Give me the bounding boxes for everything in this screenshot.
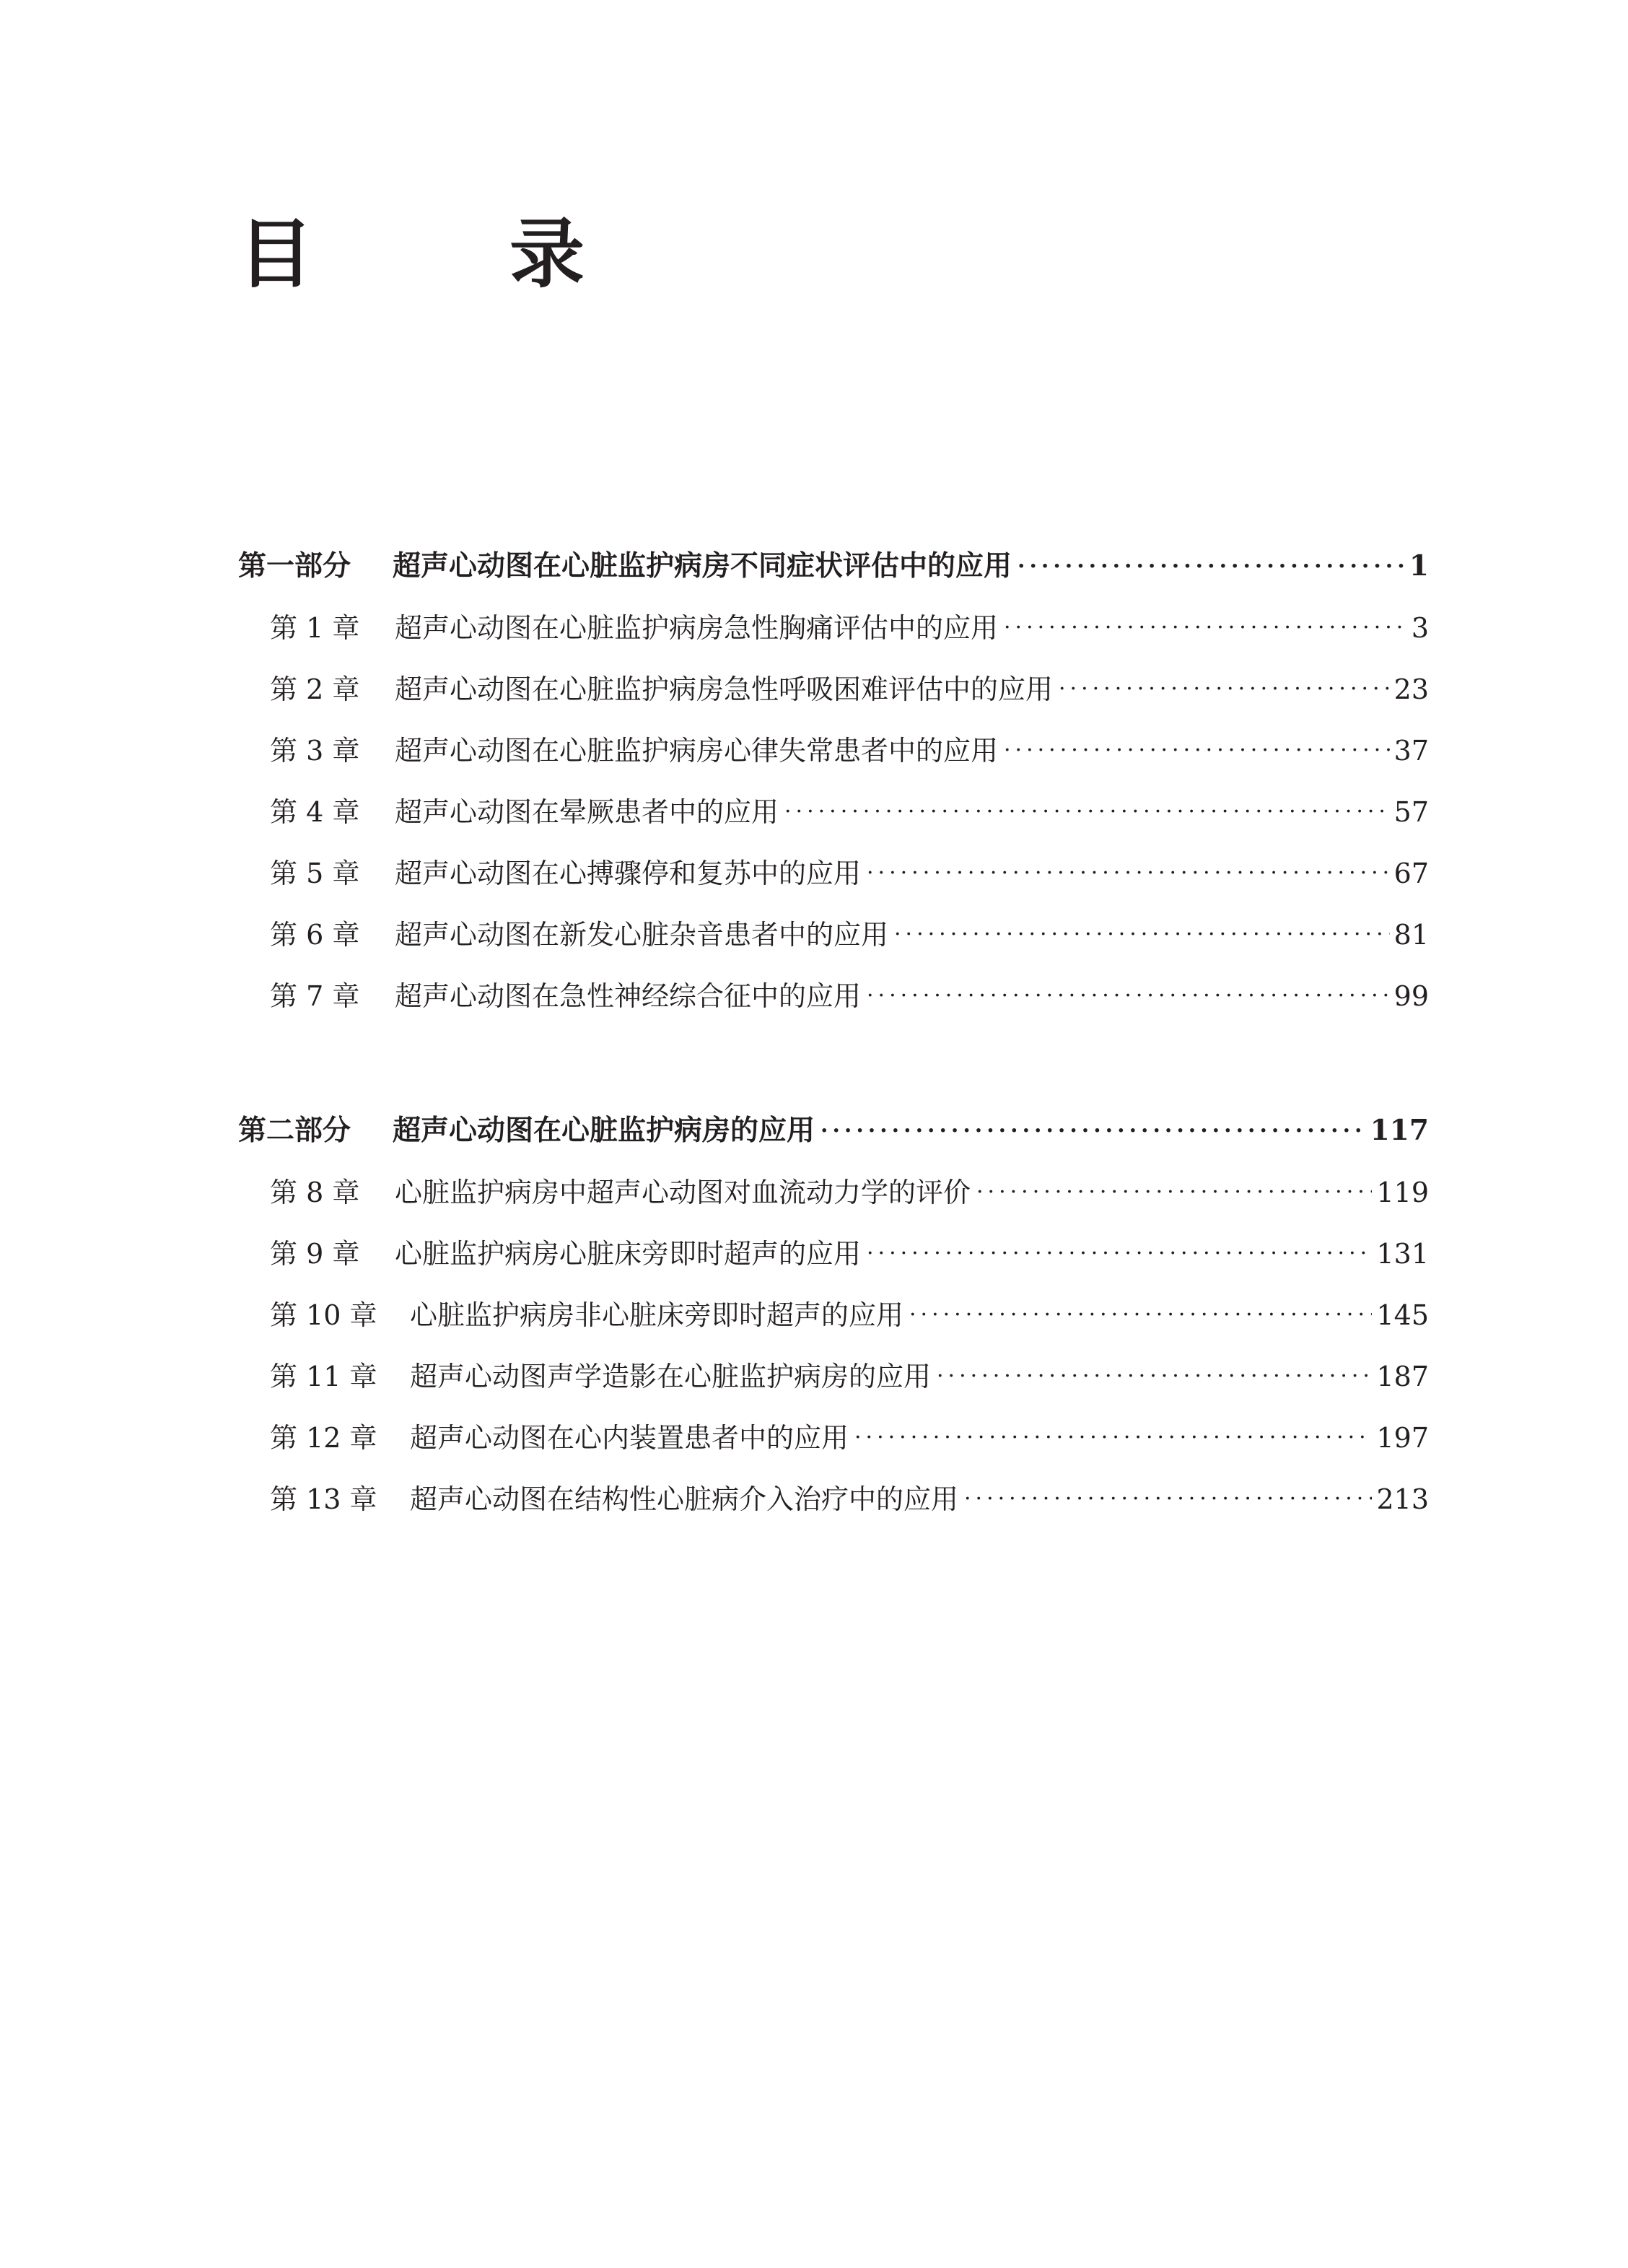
dot-leader	[867, 861, 1390, 886]
chapter-title: 超声心动图在心脏监护病房急性胸痛评估中的应用	[395, 611, 999, 644]
chapter-title: 超声心动图在心内装置患者中的应用	[410, 1421, 849, 1454]
toc-chapter-entry[interactable]	[238, 842, 1429, 904]
page-number: 119	[1376, 1176, 1429, 1208]
page-number: 117	[1370, 1114, 1429, 1147]
page-number: 99	[1393, 980, 1429, 1012]
toc-chapter-entry[interactable]	[238, 1345, 1429, 1407]
part-label: 第一部分	[238, 550, 351, 583]
dot-leader	[1017, 554, 1405, 579]
chapter-label: 第 8 章	[270, 1176, 360, 1208]
dot-leader	[1004, 616, 1407, 640]
dot-leader	[909, 1303, 1372, 1327]
toc-chapter-entry[interactable]	[238, 658, 1429, 720]
chapter-title: 心脏监护病房中超声心动图对血流动力学的评价	[395, 1176, 971, 1208]
dot-leader	[820, 1119, 1366, 1143]
toc-chapter-entry[interactable]	[238, 1223, 1429, 1284]
page-number: 37	[1393, 734, 1429, 767]
chapter-label: 第 13 章	[270, 1483, 377, 1515]
chapter-title: 超声心动图在心搏骤停和复苏中的应用	[395, 857, 862, 889]
dot-leader	[867, 984, 1390, 1008]
toc-part-2	[238, 1100, 1429, 1530]
part-title: 超声心动图在心脏监护病房的应用	[393, 1115, 815, 1147]
toc-chapter-entry[interactable]	[238, 720, 1429, 781]
chapter-label: 第 7 章	[270, 980, 360, 1012]
toc-chapter-entry[interactable]	[238, 1407, 1429, 1468]
page-number: 23	[1393, 673, 1429, 705]
chapter-label: 第 10 章	[270, 1299, 377, 1331]
dot-leader	[1059, 677, 1390, 702]
dot-leader	[976, 1180, 1372, 1205]
chapter-title: 心脏监护病房非心脏床旁即时超声的应用	[410, 1299, 904, 1331]
page-number: 187	[1376, 1360, 1429, 1392]
chapter-label: 第 2 章	[270, 673, 360, 705]
chapter-label: 第 9 章	[270, 1237, 360, 1270]
chapter-label: 第 12 章	[270, 1421, 377, 1454]
toc-chapter-entry[interactable]	[238, 1161, 1429, 1223]
page-title: 目 录	[238, 209, 646, 298]
toc-chapter-entry[interactable]	[238, 904, 1429, 965]
dot-leader	[784, 800, 1390, 824]
page-number: 145	[1376, 1299, 1429, 1331]
chapter-title: 心脏监护病房心脏床旁即时超声的应用	[395, 1237, 862, 1270]
chapter-title: 超声心动图在晕厥患者中的应用	[395, 795, 779, 828]
chapter-label: 第 11 章	[270, 1360, 377, 1392]
page-number: 213	[1376, 1483, 1429, 1515]
dot-leader	[937, 1364, 1372, 1389]
toc-chapter-entry[interactable]	[238, 965, 1429, 1026]
toc-chapter-entry[interactable]	[238, 597, 1429, 658]
toc-part-heading[interactable]	[238, 536, 1429, 597]
chapter-label: 第 4 章	[270, 795, 360, 828]
page-number: 131	[1376, 1237, 1429, 1270]
chapter-title: 超声心动图在新发心脏杂音患者中的应用	[395, 918, 889, 951]
toc-part-heading[interactable]	[238, 1100, 1429, 1161]
toc-chapter-entry[interactable]	[238, 781, 1429, 842]
chapter-label: 第 1 章	[270, 611, 360, 644]
chapter-title: 超声心动图声学造影在心脏监护病房的应用	[410, 1360, 932, 1392]
dot-leader	[1004, 738, 1390, 763]
chapter-title: 超声心动图在结构性心脏病介入治疗中的应用	[410, 1483, 959, 1515]
page-number: 57	[1393, 795, 1429, 828]
chapter-title: 超声心动图在心脏监护病房心律失常患者中的应用	[395, 734, 999, 767]
dot-leader	[854, 1426, 1372, 1450]
dot-leader	[894, 923, 1390, 947]
toc-chapter-entry[interactable]	[238, 1284, 1429, 1345]
page-number: 3	[1411, 611, 1429, 644]
table-of-contents	[238, 536, 1429, 1530]
part-title: 超声心动图在心脏监护病房不同症状评估中的应用	[393, 550, 1012, 583]
page-number: 67	[1393, 857, 1429, 889]
chapter-label: 第 6 章	[270, 918, 360, 951]
chapter-title: 超声心动图在心脏监护病房急性呼吸困难评估中的应用	[395, 673, 1054, 705]
chapter-title: 超声心动图在急性神经综合征中的应用	[395, 980, 862, 1012]
toc-part-1	[238, 536, 1429, 1026]
chapter-label: 第 5 章	[270, 857, 360, 889]
page-number: 1	[1409, 549, 1429, 583]
dot-leader	[964, 1487, 1372, 1512]
part-label: 第二部分	[238, 1115, 351, 1147]
page-number: 81	[1393, 918, 1429, 951]
dot-leader	[867, 1242, 1372, 1266]
toc-chapter-entry[interactable]	[238, 1468, 1429, 1530]
page-number: 197	[1376, 1421, 1429, 1454]
chapter-label: 第 3 章	[270, 734, 360, 767]
